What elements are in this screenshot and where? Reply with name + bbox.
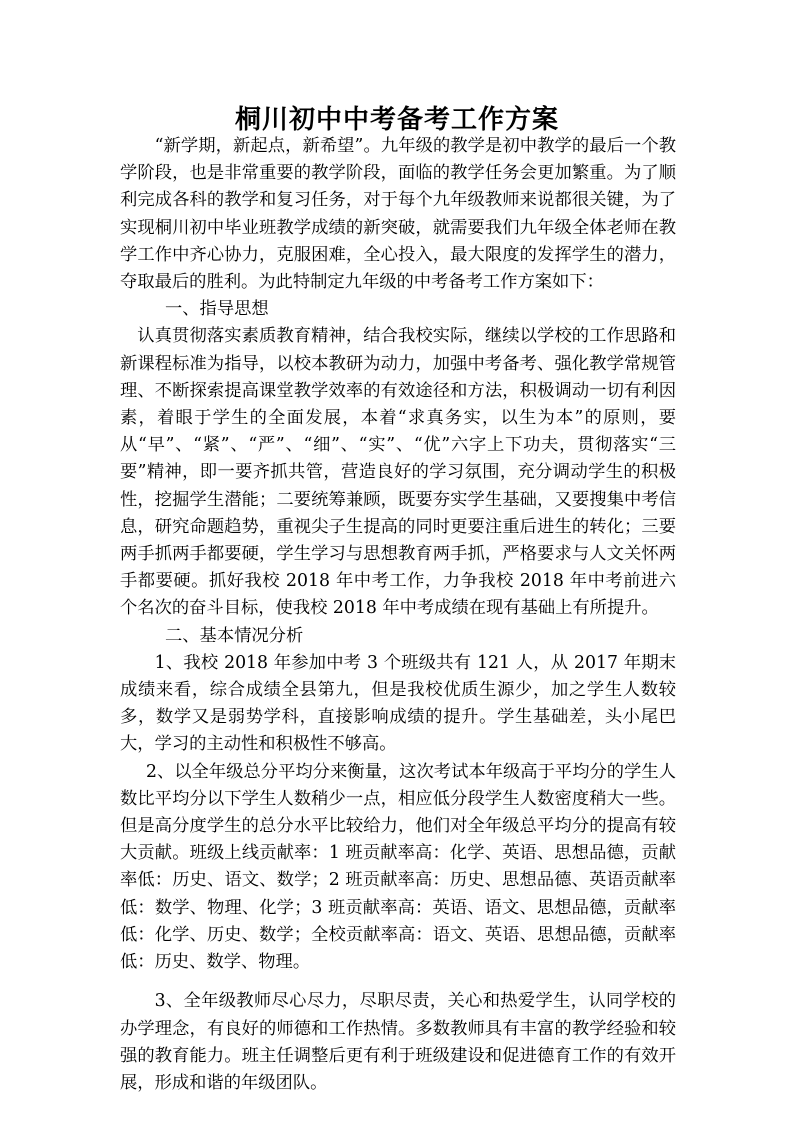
analysis-item-2: 2、以全年级总分平均分来衡量，这次考试本年级高于平均分的学生人数比平均分以下学生人数稍少一点，相应低分段学生人数密度稍大一些。但是高分度学生的总分水平比较给力，他们对全年级总平均分的提高有较大贡献。班级上线贡献率：1 班贡献率高：化学、英语、思想品德，贡献率低：历史、语文、数学；2 班贡献率高：历史、思想品德、英语贡献率低：数学、物理、化学；3 班贡献率高：英语、语文、思想品德，贡献率低：化学、历史、数学；全校贡献率高：语文、英语、思想品德，贡献率低：历史、数学、物理。 xyxy=(120,761,676,973)
document-title: 桐川初中中考备考工作方案 xyxy=(234,105,559,135)
analysis-item-1: 1、我校 2018 年参加中考 3 个班级共有 121 人，从 2017 年期末成绩来看，综合成绩全县第九，但是我校优质生源少，加之学生人数较多，数学又是弱势学科，直接影响成绩的提升。学生基础差，头小尾巴大，学习的主动性和积极性不够高。 xyxy=(120,652,676,755)
section-heading-situation-analysis: 二、基本情况分析 xyxy=(164,625,304,646)
guiding-thought-paragraph: 认真贯彻落实素质教育精神，结合我校实际，继续以学校的工作思路和新课程标准为指导，以校本教研为动力，加强中考备考、强化教学常规管理、不断探索提高课堂教学效率的有效途径和方法，积极调动一切有利因素，着眼于学生的全面发展，本着“求真务实，以生为本”的原则，要从“早”、“紧”、“严”、“细”、“实”、“优”六字上下功夫，贯彻落实“三要”精神，即一要齐抓共管，营造良好的学习氛围，充分调动学生的积极性，挖掘学生潜能；二要统筹兼顾，既要夯实学生基础，又要搜集中考信息，研究命题趋势，重视尖子生提高的同时更要注重后进生的转化；三要两手抓两手都要硬，学生学习与思想教育两手抓，严格要求与人文关怀两手都要硬。抓好我校 2018 年中考工作，力争我校 2018 年中考前进六个名次的奋斗目标，使我校 2018 年中考成绩在现有基础上有所提升。 xyxy=(120,326,676,619)
document-body xyxy=(120,133,676,1097)
section-heading-guiding-thought: 一、指导思想 xyxy=(164,299,269,320)
intro-paragraph: “新学期，新起点，新希望”。九年级的教学是初中教学的最后一个教学阶段，也是非常重要的教学阶段，面临的教学任务会更加繁重。为了顺利完成各科的教学和复习任务，对于每个九年级教师来说都很关键，为了实现桐川初中毕业班教学成绩的新突破，就需要我们九年级全体老师在教学工作中齐心协力，克服困难，全心投入，最大限度的发挥学生的潜力，夺取最后的胜利。为此特制定九年级的中考备考工作方案如下： xyxy=(120,136,676,293)
analysis-item-3: 3、全年级教师尽心尽力，尽职尽责，关心和热爱学生，认同学校的办学理念，有良好的师德和工作热情。多数教师具有丰富的教学经验和较强的教育能力。班主任调整后更有利于班级建设和促进德育工作的有效开展，形成和谐的年级团队。 xyxy=(120,991,676,1093)
